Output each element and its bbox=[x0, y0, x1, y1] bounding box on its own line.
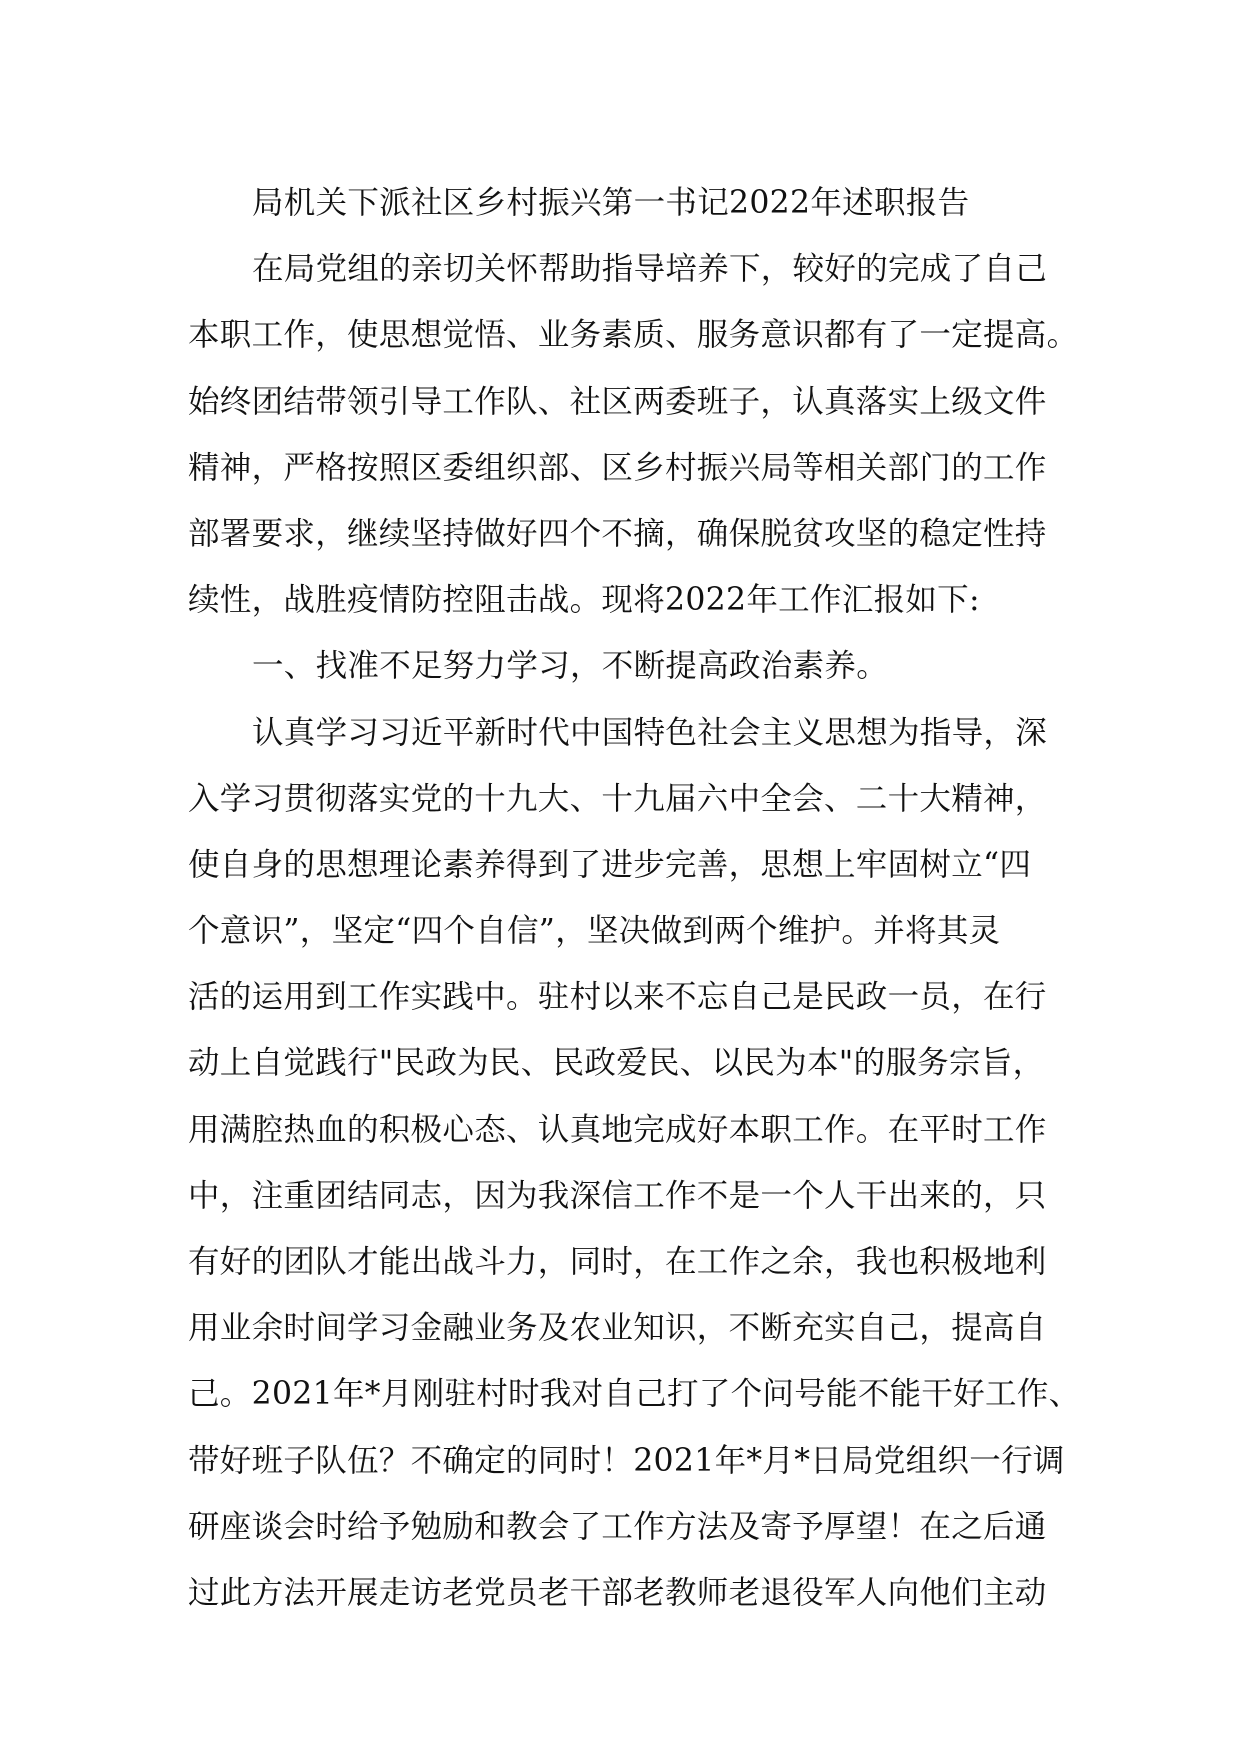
paragraph-2-line-4: 个意识”，坚定“四个自信”，坚决做到两个维护。并将其灵 bbox=[188, 913, 1001, 950]
paragraph-2-line-13: 研座谈会时给予勉励和教会了工作方法及寄予厚望！在之后通 bbox=[188, 1508, 1047, 1545]
paragraph-1-line-2: 本职工作，使思想觉悟、业务素质、服务意识都有了一定提高。 bbox=[188, 317, 1079, 354]
section-heading-1: 一、找准不足努力学习，不断提高政治素养。 bbox=[252, 648, 889, 685]
paragraph-2-line-5: 活的运用到工作实践中。驻村以来不忘自己是民政一员，在行 bbox=[188, 979, 1047, 1016]
paragraph-1-line-5: 部署要求，继续坚持做好四个不摘，确保脱贫攻坚的稳定性持 bbox=[188, 515, 1047, 552]
paragraph-1-line-3: 始终团结带领引导工作队、社区两委班子，认真落实上级文件 bbox=[188, 383, 1047, 420]
paragraph-1-line-4: 精神，严格按照区委组织部、区乡村振兴局等相关部门的工作 bbox=[188, 449, 1047, 486]
document-title: 局机关下派社区乡村振兴第一书记2022年述职报告 bbox=[252, 185, 970, 221]
paragraph-2-line-3: 使自身的思想理论素养得到了进步完善，思想上牢固树立“四 bbox=[188, 846, 1032, 883]
paragraph-2-line-7: 用满腔热血的积极心态、认真地完成好本职工作。在平时工作 bbox=[188, 1111, 1047, 1148]
paragraph-2-line-9: 有好的团队才能出战斗力，同时，在工作之余，我也积极地利 bbox=[188, 1244, 1047, 1280]
paragraph-2-line-11: 己。2021年*月刚驻村时我对自己打了个问号能不能干好工作、 bbox=[188, 1376, 1081, 1413]
paragraph-2-line-8: 中，注重团结同志，因为我深信工作不是一个人干出来的，只 bbox=[188, 1177, 1047, 1214]
paragraph-2-line-10: 用业余时间学习金融业务及农业知识，不断充实自己，提高自 bbox=[188, 1310, 1047, 1347]
document-body bbox=[188, 170, 1081, 1626]
paragraph-2-line-12: 带好班子队伍？不确定的同时！2021年*月*日局党组织一行调 bbox=[188, 1442, 1065, 1479]
paragraph-2-line-2: 入学习贯彻落实党的十九大、十九届六中全会、二十大精神， bbox=[188, 780, 1047, 817]
paragraph-2-line-14: 过此方法开展走访老党员老干部老教师老退役军人向他们主动 bbox=[188, 1574, 1047, 1611]
paragraph-2-line-1: 认真学习习近平新时代中国特色社会主义思想为指导，深 bbox=[252, 714, 1048, 751]
paragraph-1-line-1: 在局党组的亲切关怀帮助指导培养下，较好的完成了自己 bbox=[252, 251, 1048, 288]
paragraph-1-line-6: 续性，战胜疫情防控阻击战。现将2022年工作汇报如下: bbox=[188, 582, 980, 619]
paragraph-2-line-6: 动上自觉践行"民政为民、民政爱民、以民为本"的服务宗旨， bbox=[188, 1045, 1045, 1082]
